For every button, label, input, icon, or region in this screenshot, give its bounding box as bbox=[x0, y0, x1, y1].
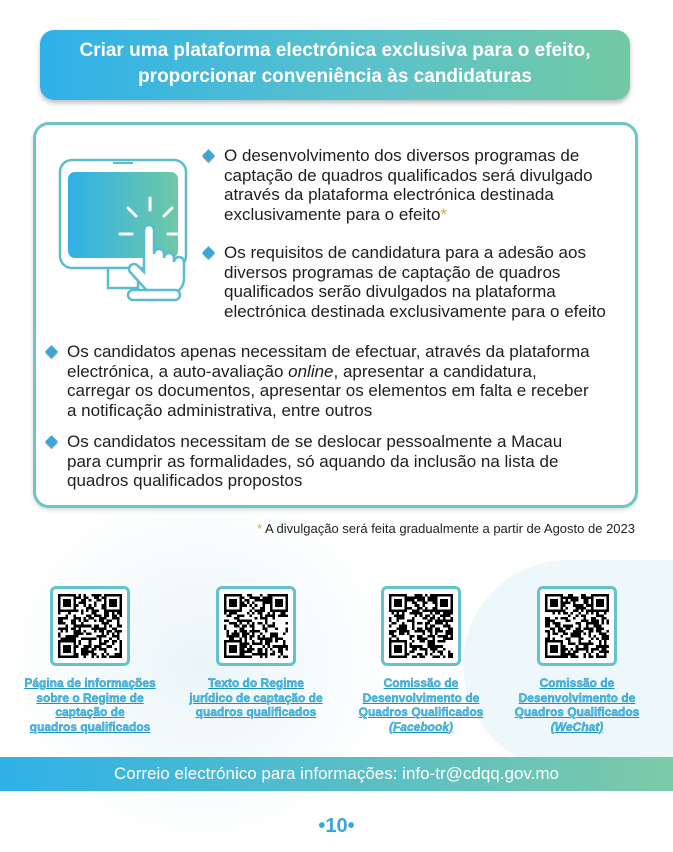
qr-code[interactable] bbox=[50, 586, 130, 666]
label-line: (WeChat) bbox=[550, 719, 604, 734]
text-line: O desenvolvimento dos diversos programas de bbox=[224, 146, 580, 165]
bullet-item bbox=[224, 243, 606, 321]
section-title bbox=[40, 30, 630, 100]
text-line: a notificação administrativa, entre outros bbox=[67, 400, 373, 420]
label-line: quadros qualificados bbox=[195, 705, 317, 719]
bullet-item bbox=[67, 342, 590, 420]
bullet-item bbox=[224, 146, 593, 224]
qr-code[interactable] bbox=[537, 586, 617, 666]
label-line: Página de informações bbox=[24, 676, 156, 690]
text-line: carregar os documentos, apresentar os elementos em falta e receber bbox=[67, 381, 589, 400]
footnote-text: A divulgação será feita gradualmente a partir de Agosto de 2023 bbox=[262, 521, 635, 536]
qr-label-link[interactable] bbox=[15, 676, 165, 734]
label-line: Texto do Regime bbox=[208, 676, 304, 690]
computer-click-icon bbox=[58, 158, 188, 303]
label-line: Comissão de bbox=[383, 676, 459, 690]
text-line: Os candidatos apenas necessitam de efectuar, através da plataforma bbox=[67, 342, 590, 361]
label-line: (Facebook) bbox=[388, 719, 453, 734]
text-line: Os candidatos necessitam de se deslocar pessoalmente a Macau bbox=[67, 432, 563, 451]
label-line: captação de bbox=[55, 705, 125, 719]
qr-image bbox=[389, 594, 453, 658]
label-line: Desenvolvimento de bbox=[362, 690, 480, 705]
label-line: Quadros Qualificados bbox=[358, 705, 484, 719]
text-line: através da plataforma electrónica destinada bbox=[224, 185, 554, 204]
text-line: qualificados serão divulgados na plataforma bbox=[224, 282, 556, 301]
text-line: exclusivamente para o efeito bbox=[224, 204, 441, 224]
label-line: jurídico de captação de bbox=[189, 690, 323, 705]
label-line: Desenvolvimento de bbox=[518, 690, 636, 705]
text-line: quadros qualificados propostos bbox=[67, 471, 303, 490]
qr-image bbox=[224, 594, 288, 658]
text-line: captação de quadros qualificados será divulgado bbox=[224, 165, 593, 185]
qr-code[interactable] bbox=[381, 586, 461, 666]
title-line: Criar uma plataforma electrónica exclusiva para o efeito, bbox=[79, 40, 591, 61]
qr-label-link[interactable] bbox=[502, 676, 652, 734]
text-line: , apresentar a candidatura, bbox=[333, 361, 537, 381]
text-line: Os requisitos de candidatura para a adesão aos bbox=[224, 243, 586, 262]
text-line: electrónica, a auto-avaliação bbox=[67, 361, 289, 381]
qr-image bbox=[58, 594, 122, 658]
label-line: Quadros Qualificados bbox=[514, 705, 640, 719]
bullet-item bbox=[67, 432, 562, 491]
qr-code[interactable] bbox=[216, 586, 296, 666]
label-line: Comissão de bbox=[539, 676, 615, 690]
text-line: electrónica destinada exclusivamente para o efeito bbox=[224, 301, 606, 321]
text-emphasis: online bbox=[288, 361, 334, 381]
label-line: quadros qualificados bbox=[29, 719, 151, 734]
title-line: proporcionar conveniência às candidaturas bbox=[138, 66, 532, 87]
text-line: diversos programas de captação de quadros bbox=[224, 262, 561, 282]
qr-image bbox=[545, 594, 609, 658]
qr-label-link[interactable] bbox=[346, 676, 496, 734]
contact-email-bar[interactable]: Correio electrónico para informações: info-tr@cdqq.gov.mo bbox=[0, 757, 673, 791]
text-line: para cumprir as formalidades, só aquando da inclusão na lista de bbox=[67, 451, 559, 471]
label-line: sobre o Regime de bbox=[36, 690, 144, 705]
asterisk: * bbox=[440, 204, 448, 224]
asterisk: * bbox=[257, 521, 263, 536]
page-number: •10• bbox=[318, 815, 355, 837]
footnote bbox=[257, 521, 635, 536]
qr-label-link[interactable] bbox=[181, 676, 331, 720]
